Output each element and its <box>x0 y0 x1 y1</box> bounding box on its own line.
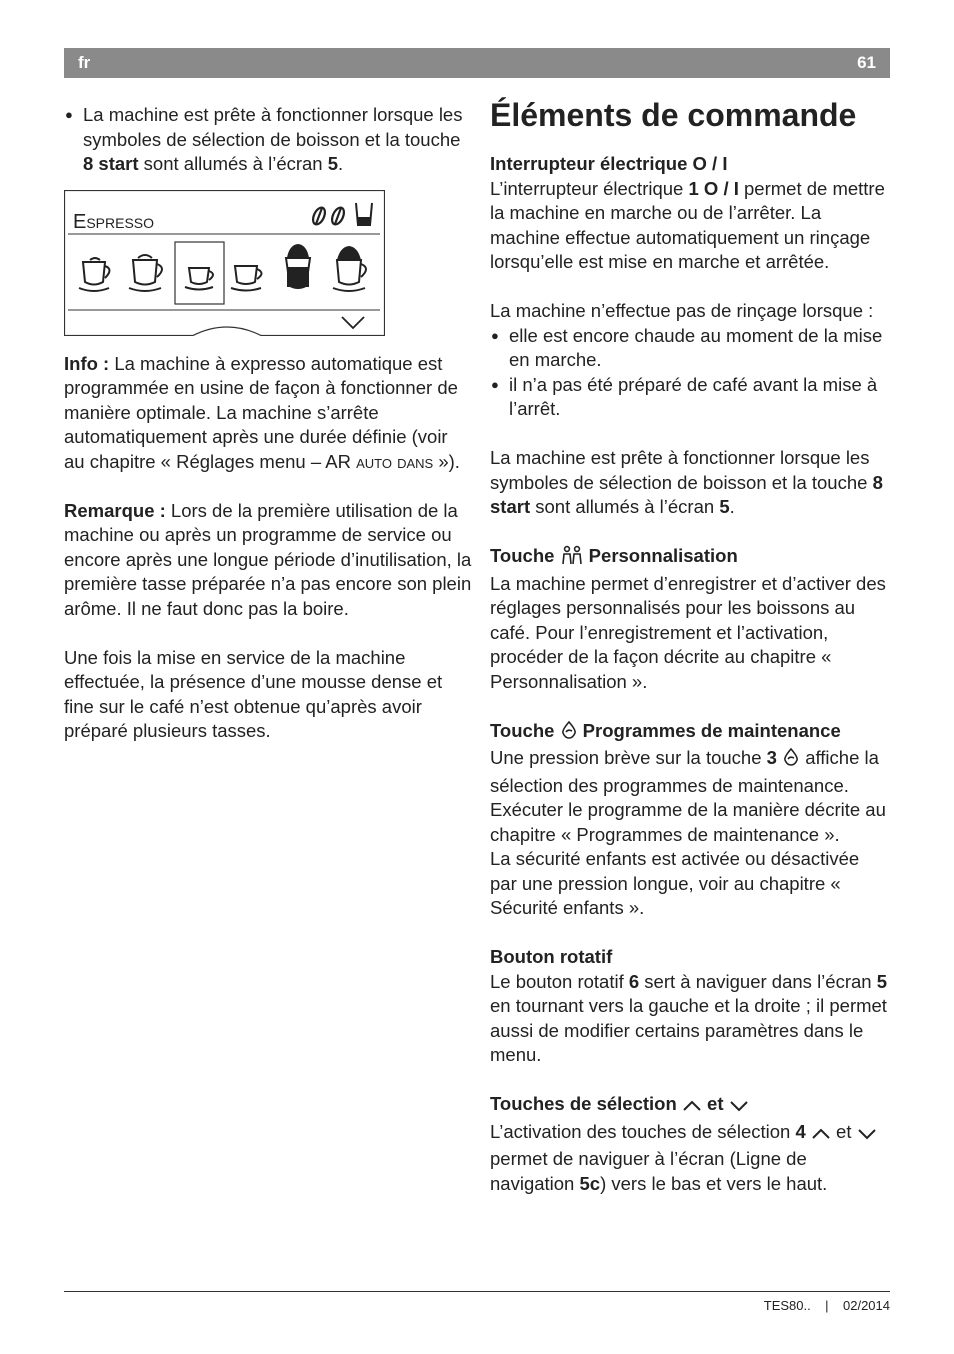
ready-paragraph: La machine est prête à fonctionner lorsque les symboles de sélection de boisson et la touche 8 start sont allumés à l’écran 5. <box>490 447 883 517</box>
language-label: fr <box>78 53 91 72</box>
chevron-up-icon <box>811 1123 831 1148</box>
perso-paragraph: La machine permet d’enregistrer et d’activer des réglages personnalisés pour les boissons au café. Pour l’enregistrement et l’activation, procéder de la façon décrite au chapitre « Personnalisation ». <box>490 572 886 692</box>
rincage-bullet-1: ● elle est encore chaude au moment de la mise en marche. <box>490 324 890 373</box>
touches-paragraph: L’activation des touches de sélection 4 et permet de naviguer à l’écran (Ligne de navigation 5c) vers le bas et vers le haut. <box>490 1120 890 1197</box>
page-footer: TES80.. | 02/2014 <box>763 1298 890 1313</box>
interrupteur-heading: Interrupteur électrique O / I <box>490 153 728 174</box>
bouton-paragraph: Le bouton rotatif 6 sert à naviguer dans l’écran 5 en tournant vers la gauche et la droite ; il permet aussi de modifier certains paramètres dans le menu. <box>490 970 887 1065</box>
chevron-up-icon <box>682 1095 702 1120</box>
interrupteur-paragraph: L’interrupteur électrique 1 O / I permet de mettre la machine en marche ou de l’arrêter. La machine effectue automatiquement un rinçage lorsqu’elle est mise en marche et arrêtée. <box>490 177 885 272</box>
page-number: 61 <box>857 53 876 72</box>
touches-heading: Touches de sélection et <box>490 1092 890 1120</box>
info-paragraph: Info : La machine à expresso automatique est programmée en usine de façon à fonctionner de manière optimale. La machine s’arrête automatiquement après une durée définie (voir au chapitre « Réglages menu – AR auto dans »). <box>64 352 460 472</box>
left-column <box>64 103 472 744</box>
rincage-bullet-2: ● il n’a pas été préparé de café avant la mise à l’arrêt. <box>490 373 890 422</box>
securite-paragraph: La sécurité enfants est activée ou désactivée par une pression longue, voir au chapitre « Sécurité enfants ». <box>490 848 860 918</box>
drop-icon <box>560 720 578 747</box>
person-icon <box>560 545 584 572</box>
bullet-ready: ● La machine est prête à fonctionner lorsque les symboles de sélection de boisson et la touche 8 start sont allumés à l’écran 5. <box>64 103 472 177</box>
mousse-paragraph: Une fois la mise en service de la machine effectuée, la présence d’une mousse dense et fine sur le café n’est obtenue qu’après avoir préparé plusieurs tasses. <box>64 646 443 741</box>
chevron-down-icon <box>729 1095 749 1120</box>
display-svg <box>64 190 385 336</box>
display-title: Espresso <box>73 210 155 233</box>
remarque-paragraph: Remarque : Lors de la première utilisation de la machine ou après un programme de service ou encore après une longue période d’inutilisation, la première tasse préparée n’a pas encore son plein arôme. Il ne faut donc pas la boire. <box>64 499 472 619</box>
rincage-paragraph: La machine n’effectue pas de rinçage lorsque : <box>490 300 874 321</box>
page-header <box>64 48 890 78</box>
espresso-display-illustration <box>64 190 385 336</box>
perso-heading: Touche Personnalisation <box>490 544 890 572</box>
maintenance-paragraph: Une pression brève sur la touche 3 affiche la sélection des programmes de maintenance. Exécuter le programme de la manière décrite au chapitre « Programmes de maintenance ». <box>490 747 886 845</box>
footer-divider <box>64 1291 890 1292</box>
right-column <box>490 95 890 1196</box>
section-title: Éléments de commande <box>490 97 857 133</box>
drop-icon <box>782 747 800 774</box>
chevron-down-icon <box>857 1123 877 1148</box>
maintenance-heading: Touche Programmes de maintenance <box>490 719 890 747</box>
bouton-heading: Bouton rotatif <box>490 946 613 967</box>
